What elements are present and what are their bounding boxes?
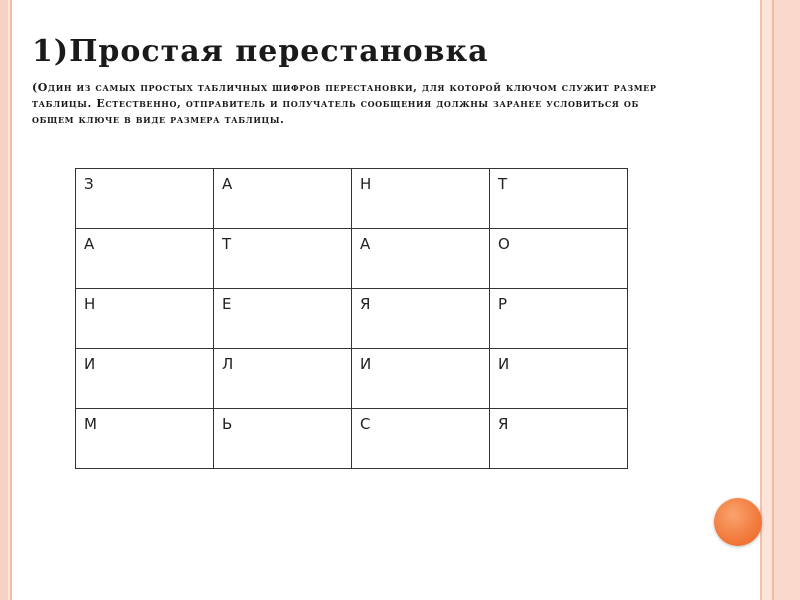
decorative-orange-circle <box>714 498 762 546</box>
table-cell: И <box>490 349 628 409</box>
table-cell: А <box>214 169 352 229</box>
table-cell: Е <box>214 289 352 349</box>
table-cell: Л <box>214 349 352 409</box>
table-cell: А <box>352 229 490 289</box>
table-cell: С <box>352 409 490 469</box>
table-cell: Н <box>76 289 214 349</box>
slide-subtitle: (Один из самых простых табличных шифров перестановки, для которой ключом служит размер таблицы. Естественно, отправитель и получатель сообщения должны заранее условиться об общем ключе в виде размера таблицы. <box>32 81 657 126</box>
table-row <box>76 409 628 469</box>
slide-title: 1)Простая перестановка <box>32 34 489 69</box>
table-cell: Ь <box>214 409 352 469</box>
table-row <box>76 169 628 229</box>
table-cell: И <box>352 349 490 409</box>
table-cell: О <box>490 229 628 289</box>
table-cell: М <box>76 409 214 469</box>
left-decorative-border <box>0 0 14 600</box>
table-cell: Т <box>214 229 352 289</box>
right-decorative-border <box>754 0 800 600</box>
table-cell: Я <box>352 289 490 349</box>
table-row <box>76 289 628 349</box>
table-cell: Я <box>490 409 628 469</box>
table-cell: И <box>76 349 214 409</box>
table-cell: Н <box>352 169 490 229</box>
table-cell: Т <box>490 169 628 229</box>
cipher-table <box>75 168 628 469</box>
table-cell: А <box>76 229 214 289</box>
table-row <box>76 349 628 409</box>
table-cell: З <box>76 169 214 229</box>
table-cell: Р <box>490 289 628 349</box>
table-row <box>76 229 628 289</box>
